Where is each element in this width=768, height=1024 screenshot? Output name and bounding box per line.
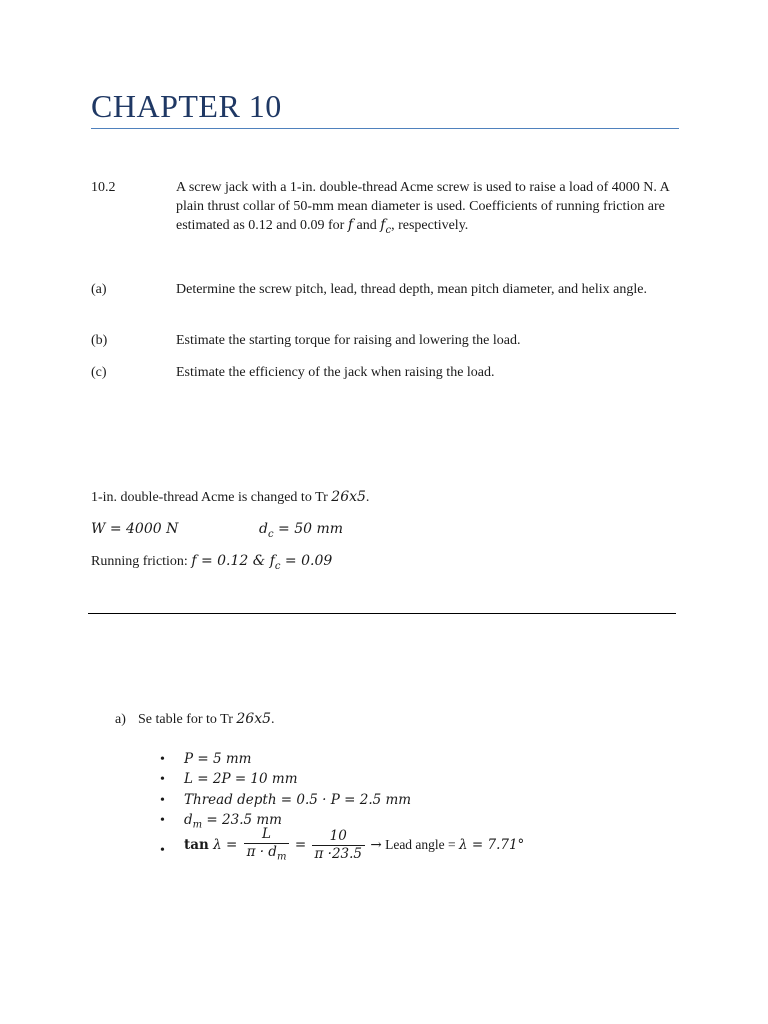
title-underline — [91, 128, 679, 129]
bullet-icon: • — [160, 843, 165, 858]
bullet-icon: • — [160, 772, 165, 787]
section-divider — [88, 613, 676, 614]
part-b-label: (b) — [91, 333, 108, 348]
fc-symbol: $f_c$ — [380, 217, 392, 236]
part-c-text: Estimate the efficiency of the jack when raising the load. — [176, 365, 495, 380]
fraction-l-over-pi-dm: $\frac{L}{\pi \cdot d_m}$ — [244, 826, 290, 866]
mean-diameter-equation: $d_m = 23.5$ mm — [184, 812, 282, 831]
arrow-icon: → — [370, 836, 382, 853]
bullet-icon: • — [160, 752, 165, 767]
bullet-icon: • — [160, 793, 165, 808]
part-a-text: Determine the screw pitch, lead, thread depth, mean pitch diameter, and helix angle. — [176, 282, 647, 297]
fraction-numeric: $\frac{10}{\pi \cdot 23.5}$ — [312, 828, 366, 863]
part-b-text: Estimate the starting torque for raising and lowering the load. — [176, 333, 521, 348]
f-symbol: f — [347, 217, 354, 233]
problem-number: 10.2 — [91, 180, 116, 195]
thread-depth-equation: Thread depth = 0.5 · P = 2.5 mm — [184, 792, 412, 808]
tan-label: tan — [184, 836, 209, 853]
given-load: W = 4000 N — [91, 521, 179, 537]
statement-end: , respectively. — [391, 218, 469, 233]
problem-statement — [176, 178, 676, 240]
pitch-equation: P = 5 mm — [184, 751, 252, 767]
and-text: and — [353, 218, 381, 233]
bullet-icon: • — [160, 813, 165, 828]
helix-angle-equation: tan λ = $\frac{L}{\pi \cdot d_m}$ = $\frac{10}{\pi \cdot 23.5}$ → Lead angle = λ = 7.71° — [184, 826, 524, 866]
lead-equation: L = 2P = 10 mm — [184, 771, 298, 787]
chapter-title: CHAPTER 10 — [91, 88, 282, 124]
given-line-1: 1-in. double-thread Acme is changed to Tr 26x5. — [91, 489, 370, 505]
given-collar-diameter: $d_c = 50$ mm — [259, 521, 344, 540]
part-c-label: (c) — [91, 365, 107, 380]
given-friction: Running friction: f = 0.12 & $f_c = 0.09$ — [91, 553, 333, 572]
solution-a-text: Se table for to Tr 26x5. — [138, 711, 275, 727]
part-a-label: (a) — [91, 282, 107, 297]
statement-text: A screw jack with a 1-in. double-thread Acme screw is used to raise a load of 4000 N. A plain thrust collar of 50-mm mean diameter is used. Coefficients of running friction are estimated as 0.12 and 0.09 for — [176, 180, 669, 233]
solution-a-label: a) — [115, 712, 126, 727]
